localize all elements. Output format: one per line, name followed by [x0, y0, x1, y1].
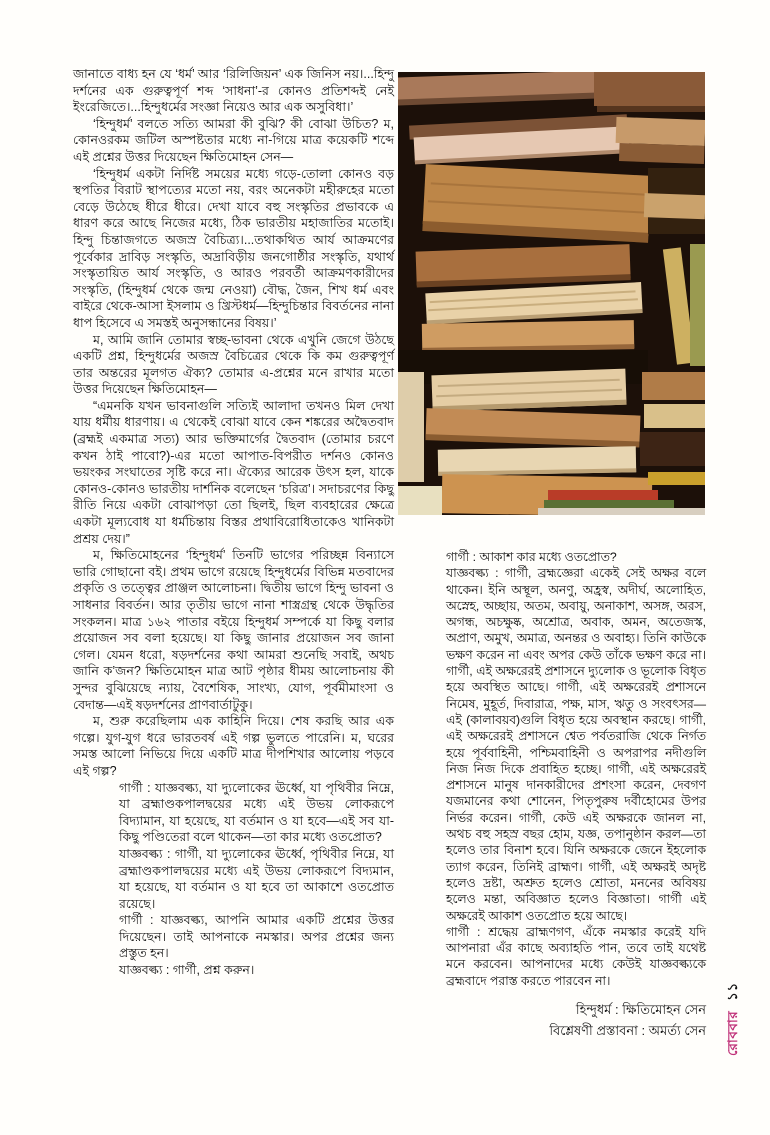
page-footer-sidebar — [722, 982, 745, 1056]
paragraph: “এমনকি যখন ভাবনাগুলি সত্যিই আলাদা তখনও মিল দেখা যায় ধর্মীয় ধারণায়। এ থেকেই বোঝা যাবে কেন শঙ্করের অদ্বৈতবাদ (ব্রহ্মই একমাত্র সত্য) আর ভক্তিমার্গের দ্বৈতবাদ (তোমার চরণে কখন ঠাই পাবো?)-এর মতো আপাত-বিপরীত দর্শনও কোনও ভয়ংকর সংঘাতের সৃষ্টি করে না। ঐক্যের আরেক উৎস হল, যাকে কোনও-কোনও ভারতীয় দার্শনিক বলেছেন ‘চরিত্র’। সদাচরণের কিছু রীতি নিয়ে একটা বোঝাপড়া তো ছিলই, ছিল ব্যবহারের ক্ষেত্রে একটা মূল্যবোধ যা ধর্মচিন্তায় বিস্তর প্রথাবিরোধিতাকেও খানিকটা প্রশ্রয় দেয়।” — [73, 398, 394, 546]
dialogue-line: যাজ্ঞবল্ক্য : গার্গী, প্রশ্ন করুন। — [119, 963, 255, 978]
dialogue-line: গার্গী : আকাশ কার মধ্যে ওতপ্রোত? — [446, 550, 617, 564]
credit-line-introduction: বিশ্লেষণী প্রস্তাবনা : অমর্ত্য সেন — [549, 1023, 706, 1039]
page-number: ১১ — [725, 982, 740, 1001]
paragraph: ‘হিন্দুধর্ম’ বলতে সত্যি আমরা কী বুঝি? কী বোঝা উচিত? ম, কোনওরকম জটিল অস্পষ্টতার মধ্যে না-গিয়ে মাত্র কয়েকটি শব্দে এই প্রশ্নের উত্তর দিয়েছেন ক্ষিতিমোহন সেন— — [73, 116, 394, 164]
paragraph: জানাতে বাধ্য হন যে ‘ধর্ম’ আর ‘রিলিজিয়ন’ এক জিনিস নয়।...হিন্দু দর্শনের এক গুরুত্বপূর্ণ শব্দ ‘সাধনা’-র কোনও প্রতিশব্দই নেই ইংরেজিতে।...হিন্দুধর্মের সংজ্ঞা নিয়েও আর এক অসুবিধা।’ — [73, 67, 394, 115]
paragraph: ‘হিন্দুধর্ম একটা নির্দিষ্ট সময়ের মধ্যে গড়ে-তোলা কোনও বড় স্থপতির বিরাট স্থাপত্যের মতো নয়, বরং অনেকটা মহীরুহের মতো বেড়ে উঠেছে ধীরে ধীরে। দেখা যাবে বহু সংস্কৃতির প্রভাবকে এ ধারণ করে আছে নিজের মধ্যে, ঠিক ভারতীয় মহাজাতির মতোই। হিন্দু চিন্তাজগতে অজস্র বৈচিত্র্য।...তথাকথিত আর্য আক্রমণের পূর্বেকার দ্রাবিড় সংস্কৃতি, অদ্রাবিড়ীয় জনগোষ্ঠীর সংস্কৃতি, যথার্থ সংস্কৃতায়িত আর্য সংস্কৃতি, ও আরও পরবর্তী আক্রমণকারীদের সংস্কৃতি, (হিন্দুধর্ম থেকে জন্ম নেওয়া) বৌদ্ধ, জৈন, শিখ ধর্ম এবং বাইরে থেকে-আসা ইসলাম ও খ্রিস্টধর্ম—হিন্দুচিন্তার বিবর্তনের নানা ধাপ হিসেবে এ সমস্তই অনুসন্ধানের বিষয়।’ — [73, 166, 394, 330]
dialogue-block — [119, 780, 394, 979]
stacked-books-photo — [398, 72, 705, 515]
credit-line-book: হিন্দুধর্ম : ক্ষিতিমোহন সেন — [575, 1002, 706, 1018]
right-column — [446, 549, 706, 1041]
dialogue-line: গার্গী : যাজ্ঞবল্ক্য, যা দ্যুলোকের ঊর্ধ্বে, যা পৃথিবীর নিম্নে, যা ব্রহ্মাণ্ডকপালদ্বয়ের মধ্যে এই উভয় লোকরূপে বিদ্যামান, যা হয়েছে, যা বর্তমান ও যা হবে—এই সব যা-কিছু পণ্ডিতেরা বলে থাকেন—তা কার মধ্যে ওতপ্রোত? — [119, 780, 394, 845]
dialogue-line: গার্গী : শ্রদ্ধেয় ব্রাহ্মণগণ, এঁকে নমস্কার করেই যদি আপনারা এঁর কাছে অব্যাহতি পান, তবে তাই যথেষ্ট মনে করবেন। আপনাদের মধ্যে কেউই যাজ্ঞবল্ক্যকে ব্রহ্মবাদে পরাস্ত করতে পারবেন না। — [446, 924, 706, 988]
paragraph: ম, শুরু করেছিলাম এক কাহিনি দিয়ে। শেষ করছি আর এক গল্পে। যুগ-যুগ ধরে ভারতবর্ষ এই গল্প ভুলতে পারেনি। ম, ঘরের সমস্ত আলো নিভিয়ে দিয়ে একটি মাত্র দীপশিখার আলোয় পড়বে এই গল্প? — [73, 714, 394, 778]
dialogue-line: যাজ্ঞবল্ক্য : গার্গী, যা দ্যুলোকের ঊর্ধ্বে, পৃথিবীর নিম্নে, যা ব্রহ্মাণ্ডকপালদ্বয়ের মধ্যে এই উভয় লোকরূপে বিদ্যমান, যা হয়েছে, যা বর্তমান ও যা হবে তা আকাশে ওতপ্রোত রয়েছে। — [119, 846, 394, 911]
credits-block — [446, 999, 706, 1041]
books-stack-illustration — [398, 72, 705, 515]
dialogue-line: গার্গী : যাজ্ঞবল্ক্য, আপনি আমার একটি প্রশ্নের উত্তর দিয়েছেন। তাই আপনাকে নমস্কার। অপর প্রশ্নের জন্য প্রস্তুত হন। — [119, 913, 394, 961]
paragraph: ম, ক্ষিতিমোহনের ‘হিন্দুধর্ম’ তিনটি ভাগের পরিচ্ছন্ন বিন্যাসে ভারি গোছানো বই। প্রথম ভাগে রয়েছে হিন্দুধর্মের বিভিন্ন মতবাদের প্রকৃতি ও তত্ত্বের প্রাঞ্জল আলোচনা। দ্বিতীয় ভাগে হিন্দু ভাবনা ও সাধনার বিবর্তন। আর তৃতীয় ভাগে নানা শাস্ত্রগ্রন্থ থেকে উদ্ধৃতির সংকলন। মাত্র ১৬২ পাতার বইয়ে হিন্দুধর্ম সম্পর্কে যা কিছু বলার প্রয়োজন সব বলা হয়েছে। যা কিছু জানার প্রয়োজন সব জানা গেল। যেমন ধরো, ষড়দর্শনের কথা আমরা শুনেছি সবাই, অথচ জানি ক’জন? ক্ষিতিমোহন মাত্র আট পৃষ্ঠার ধীময় আলোচনায় কী সুন্দর বুঝিয়েছে ন্যায়, বৈশেষিক, সাংখ্য, যোগ, পূর্বমীমাংসা ও বেদান্ত—এই ষড়দর্শনের প্রাণবার্তাটুকু। — [73, 548, 394, 712]
dialogue-line: যাজ্ঞবল্ক্য : গার্গী, ব্রহ্মজ্ঞেরা একেই সেই অক্ষর বলে থাকেন। ইনি অস্থূল, অনণু, অহ্রস্ব, অদীর্ঘ, অলোহিত, অস্নেহ, অচ্ছায়, অতম, অবায়ু, অনাকাশ, অসঙ্গ, অরস, অগন্ধ, অচক্ষুষ্ক, অশ্রোত্র, অবাক, অমন, অতেজস্ক, অপ্রাণ, অমুখ, অমাত্র, অনন্তর ও অবাহ্য। তিনি কাউকে ভক্ষণ করেন না এবং অপর কেউ তাঁকে ভক্ষণ করে না। গার্গী, এই অক্ষরেরই প্রশাসনে দ্যুলোক ও ভূলোক বিধৃত হয়ে অবস্থিত আছে। গার্গী, এই অক্ষরেরই প্রশাসনে নিমেষ, মুহূর্ত, দিবারাত্র, পক্ষ, মাস, ঋতু ও সংবৎসর—এই (কালাবয়ব)গুলি বিধৃত হয়ে অবস্থান করছে। গার্গী, এই অক্ষরেরই প্রশাসনে শ্বেত পর্বতরাজি থেকে নির্গত হয়ে পূর্ববাহিনী, পশ্চিমবাহিনী ও অপরাপর নদীগুলি নিজ নিজ দিকে প্রবাহিত হচ্ছে। গার্গী, এই অক্ষরেরই প্রশাসনে মানুষ দানকারীদের প্রশংসা করেন, দেবগণ যজমানের কথা শোনেন, পিতৃপুরুষ দর্বীহোমের উপর নির্ভর করেন। গার্গী, কেউ এই অক্ষরকে জানল না, অথচ বহু সহস্র বছর হোম, যজ্ঞ, তপানুষ্ঠান করল—তা হলেও তার বিনাশ হবে। যিনি অক্ষরকে জেনে ইহলোক ত্যাগ করেন, তিনিই ব্রাহ্মণ। গার্গী, এই অক্ষরই অদৃষ্ট হলেও দ্রষ্টা, অশ্রুত হলেও শ্রোতা, মননের অবিষয় হলেও মন্তা, অবিজ্ঞাত হলেও বিজ্ঞাতা। গার্গী এই অক্ষরেই আকাশ ওতপ্রোত হয়ে আছে। — [446, 566, 706, 923]
paragraph: ম, আমি জানি তোমার স্বচ্ছ-ভাবনা থেকে এখুনি জেগে উঠছে একটি প্রশ্ন, হিন্দুধর্মের অজস্র বৈচিত্রের থেকে কি কম গুরুত্বপূর্ণ তার অন্তরের মূলগত ঐক্য? তোমার এ-প্রশ্নের মনে রাখার মতো উত্তর দিয়েছেন ক্ষিতিমোহন— — [73, 332, 394, 397]
magazine-name: রোববার — [725, 1010, 740, 1056]
left-column — [73, 66, 394, 979]
